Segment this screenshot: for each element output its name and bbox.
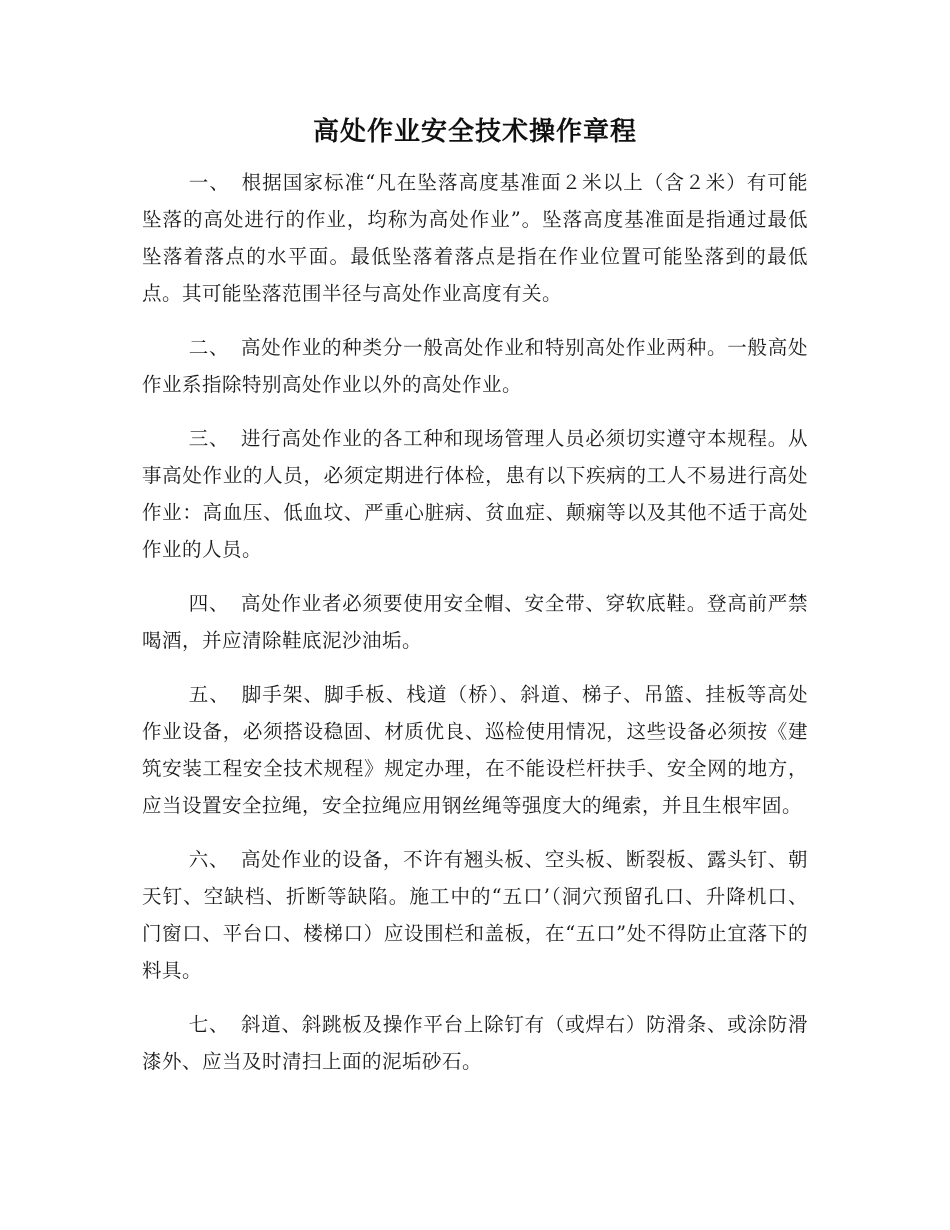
paragraph-text: 高处作业的种类分一般高处作业和特别高处作业两种。一般高处作业系指除特别高处作业以外的高处作业。	[142, 336, 808, 396]
paragraph-number: 五、	[188, 683, 230, 706]
paragraph-5	[142, 676, 808, 824]
paragraph-number: 四、	[188, 592, 230, 615]
paragraph-text: 根据国家标准“凡在坠落高度基准面２米以上（含２米）有可能坠落的高处进行的作业，均称为高处作业”。坠落高度基准面是指通过最低坠落着落点的水平面。最低坠落着落点是指在作业位置可能坠落到的最低点。其可能坠落范围半径与高处作业高度有关。	[142, 171, 808, 305]
paragraph-text: 脚手架、脚手板、栈道（桥）、斜道、梯子、吊篮、挂板等高处作业设备，必须搭设稳固、材质优良、巡检使用情况，这些设备必须按《建筑安装工程安全技术规程》规定办理，在不能设栏杆扶手、安全网的地方，应当设置安全拉绳，安全拉绳应用钢丝绳等强度大的绳索，并且生根牢固。	[142, 683, 808, 817]
paragraph-number: 三、	[188, 427, 230, 450]
paragraph-2	[142, 329, 808, 403]
paragraph-number: 七、	[188, 1013, 230, 1036]
document-page	[142, 0, 808, 1080]
paragraph-1	[142, 164, 808, 312]
paragraph-text: 高处作业的设备，不许有翘头板、空头板、断裂板、露头钉、朝天钉、空缺档、折断等缺陷。施工中的“五口’（洞穴预留孔口、升降机口、门窗口、平台口、楼梯口）应设围栏和盖板，在“五口”处不得防止宜落下的料具。	[142, 848, 808, 982]
paragraph-number: 六、	[188, 848, 230, 871]
paragraph-text: 高处作业者必须要使用安全帽、安全带、穿软底鞋。登高前严禁喝酒，并应清除鞋底泥沙油垢。	[142, 592, 808, 652]
paragraph-number: 二、	[188, 336, 230, 359]
paragraph-text: 进行高处作业的各工种和现场管理人员必须切实遵守本规程。从事高处作业的人员，必须定期进行体检，患有以下疾病的工人不易进行高处作业：高血压、低血坟、严重心脏病、贫血症、颠痫等以及其他不适于高处作业的人员。	[142, 427, 808, 561]
document-title: 高处作业安全技术操作章程	[312, 117, 637, 147]
paragraph-3	[142, 420, 808, 568]
paragraph-text: 斜道、斜跳板及操作平台上除钉有（或焊右）防滑条、或涂防滑漆外、应当及时清扫上面的泥垢砂石。	[142, 1013, 808, 1073]
paragraph-7	[142, 1006, 808, 1080]
paragraph-4	[142, 585, 808, 659]
paragraph-6	[142, 841, 808, 989]
paragraph-number: 一、	[188, 171, 230, 194]
